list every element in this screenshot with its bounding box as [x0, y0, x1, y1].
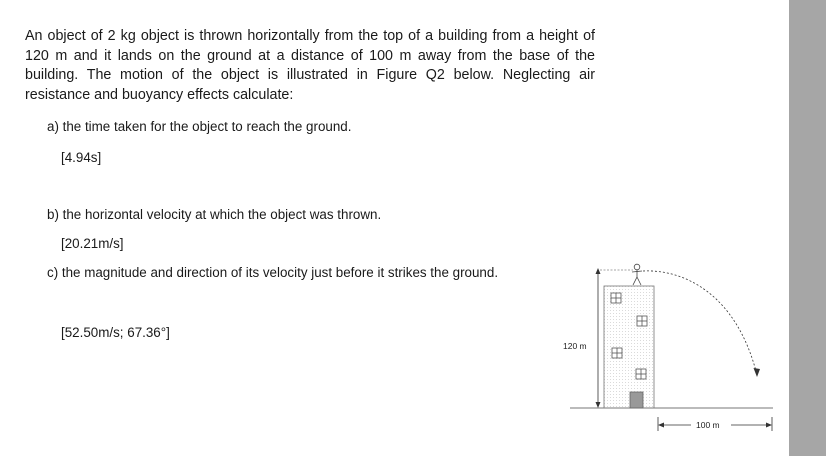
door [630, 392, 643, 408]
window [636, 369, 646, 379]
person-icon [632, 264, 642, 285]
question-a: a) the time taken for the object to reach the ground. [47, 119, 352, 134]
answer-c: [52.50m/s; 67.36°] [61, 325, 170, 340]
problem-intro: An object of 2 kg object is thrown horizontally from the top of a building from a height of 120 m and it lands on the ground at a distance of 100 m away from the base of the building. The motion of the object is illustrated in Figure Q2 below. Neglecting air resistance and buoyancy effects calculate: [25, 28, 595, 103]
question-b: b) the horizontal velocity at which the object was thrown. [47, 207, 382, 222]
window [611, 293, 621, 303]
answer-a: [4.94s] [61, 150, 102, 165]
building [604, 286, 654, 408]
projectile-figure [555, 255, 785, 440]
scrollbar[interactable] [789, 0, 826, 456]
answer-b: [20.21m/s] [61, 236, 124, 251]
trajectory-path [643, 271, 757, 375]
distance-label: 100 m [696, 420, 720, 430]
window [637, 316, 647, 326]
window [612, 348, 622, 358]
height-label: 120 m [563, 341, 587, 351]
trajectory-arrowhead [754, 368, 761, 377]
question-c: c) the magnitude and direction of its velocity just before it strikes the ground. [47, 265, 499, 280]
